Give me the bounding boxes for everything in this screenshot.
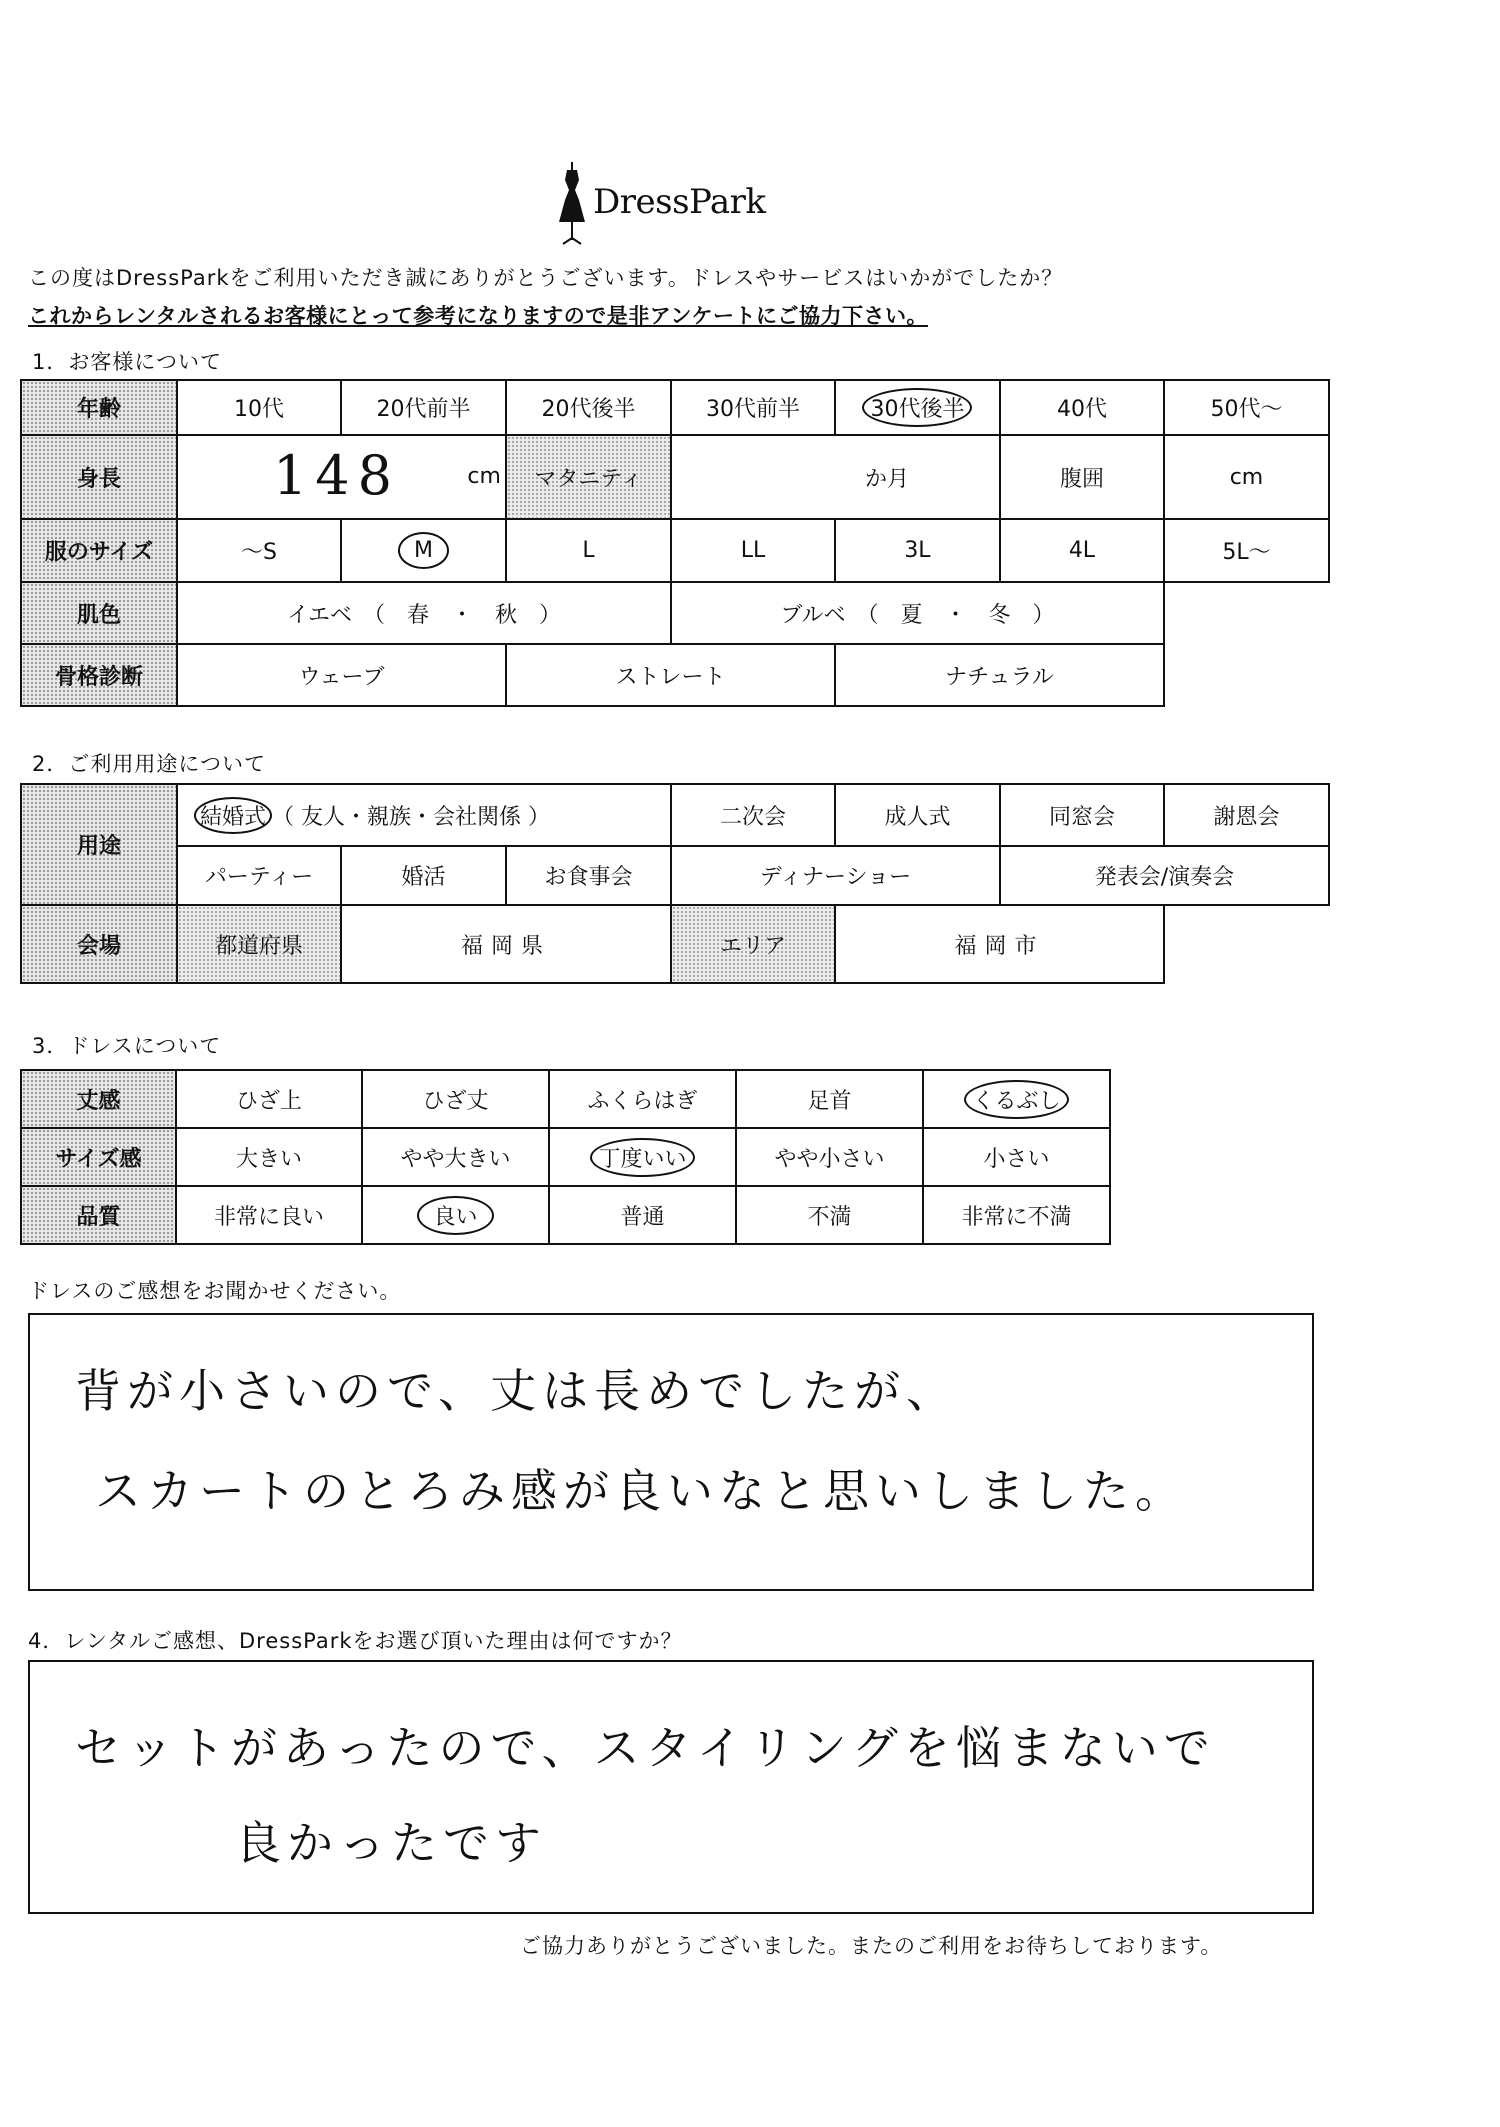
wedding-detail: （ 友人・親族・会社関係 ） (271, 804, 550, 830)
dresspark-logo (555, 160, 795, 250)
age-option[interactable]: 10代 (177, 380, 341, 435)
venue-row (21, 905, 1329, 983)
section-3-heading: 3．ドレスについて (32, 1034, 222, 1058)
reason-line-1: セットがあったので、スタイリングを悩まないで (75, 1721, 1216, 1775)
waist-unit[interactable]: cm (1164, 435, 1329, 519)
usage-option[interactable]: 成人式 (835, 784, 1000, 846)
length-label: 丈感 (21, 1070, 176, 1128)
dress-table (20, 1069, 1111, 1245)
dress-comment-line-1: 背が小さいので、丈は長めでしたが、 (75, 1364, 959, 1418)
waist-label: 腹囲 (1000, 435, 1164, 519)
usage-option[interactable]: 婚活 (341, 846, 506, 905)
venue-label: 会場 (21, 905, 177, 983)
area-label: エリア (671, 905, 835, 983)
fit-option[interactable]: 大きい (176, 1128, 362, 1186)
size-option[interactable]: 4L (1000, 519, 1164, 582)
section-2-heading: 2．ご利用用途について (32, 752, 266, 776)
selection-circle: くるぶし (964, 1080, 1068, 1119)
dress-form-icon (555, 160, 589, 250)
length-option[interactable]: ひざ上 (176, 1070, 362, 1128)
dress-comment-box[interactable] (28, 1313, 1314, 1591)
maternity-label: マタニティ (506, 435, 671, 519)
prefecture-value[interactable]: 福岡県 (341, 905, 671, 983)
usage-table (20, 783, 1330, 984)
length-option[interactable]: ふくらはぎ (549, 1070, 736, 1128)
height-value: 148 (272, 444, 401, 507)
area-value[interactable]: 福岡市 (835, 905, 1164, 983)
fit-row (21, 1128, 1110, 1186)
reason-line-2: 良かったです (235, 1816, 547, 1870)
quality-option-selected[interactable] (362, 1186, 549, 1244)
dress-comment-heading: ドレスのご感想をお聞かせください。 (28, 1279, 402, 1303)
size-option[interactable]: LL (671, 519, 835, 582)
selection-circle: 30代後半 (862, 388, 972, 427)
quality-option[interactable]: 非常に良い (176, 1186, 362, 1244)
size-option[interactable]: L (506, 519, 671, 582)
age-option[interactable]: 30代前半 (671, 380, 835, 435)
frame-option[interactable]: ウェーブ (177, 644, 506, 706)
age-label: 年齢 (21, 380, 177, 435)
frame-row (21, 644, 1329, 706)
size-option[interactable]: ～S (177, 519, 341, 582)
intro-line-1: この度はDressParkをご利用いただき誠にありがとうございます。ドレスやサービスはいかがでしたか？ (28, 266, 1064, 290)
usage-option[interactable]: パーティー (177, 846, 341, 905)
fit-option[interactable]: 小さい (923, 1128, 1110, 1186)
frame-option[interactable]: ナチュラル (835, 644, 1164, 706)
quality-option[interactable]: 普通 (549, 1186, 736, 1244)
quality-row (21, 1186, 1110, 1244)
selection-circle: 良い (417, 1196, 493, 1235)
skin-yellow[interactable]: イエベ （ 春 ・ 秋 ） (177, 582, 671, 644)
prefecture-label: 都道府県 (177, 905, 341, 983)
usage-row-2 (21, 846, 1329, 905)
usage-label: 用途 (21, 784, 177, 905)
quality-option[interactable]: 不満 (736, 1186, 923, 1244)
selection-circle: 結婚式 (194, 797, 272, 834)
age-option[interactable]: 40代 (1000, 380, 1164, 435)
fit-label: サイズ感 (21, 1128, 176, 1186)
size-option[interactable]: 5L～ (1164, 519, 1329, 582)
height-label: 身長 (21, 435, 177, 519)
usage-row-1 (21, 784, 1329, 846)
length-option[interactable]: 足首 (736, 1070, 923, 1128)
months-unit: か月 (864, 466, 909, 492)
usage-option[interactable]: お食事会 (506, 846, 671, 905)
size-label: 服のサイズ (21, 519, 177, 582)
age-row (21, 380, 1329, 435)
height-field[interactable] (177, 435, 506, 519)
skin-label: 肌色 (21, 582, 177, 644)
intro-line-2: これからレンタルされるお客様にとって参考になりますので是非アンケートにご協力下さい。 (28, 304, 928, 328)
height-unit: cm (467, 464, 501, 489)
frame-label: 骨格診断 (21, 644, 177, 706)
length-option-selected[interactable] (923, 1070, 1110, 1128)
size-row (21, 519, 1329, 582)
age-option[interactable]: 50代～ (1164, 380, 1329, 435)
age-option[interactable]: 20代前半 (341, 380, 506, 435)
selection-circle: 丁度いい (590, 1138, 694, 1177)
frame-option[interactable]: ストレート (506, 644, 835, 706)
fit-option-selected[interactable] (549, 1128, 736, 1186)
fit-option[interactable]: やや大きい (362, 1128, 549, 1186)
maternity-months-field[interactable] (671, 435, 1000, 519)
height-row (21, 435, 1329, 519)
reason-comment-box[interactable] (28, 1660, 1314, 1914)
usage-option[interactable]: 同窓会 (1000, 784, 1164, 846)
usage-option[interactable]: 二次会 (671, 784, 835, 846)
usage-option[interactable]: 発表会/演奏会 (1000, 846, 1329, 905)
age-option-selected[interactable] (835, 380, 1000, 435)
skin-blue[interactable]: ブルベ （ 夏 ・ 冬 ） (671, 582, 1164, 644)
usage-wedding[interactable] (177, 784, 671, 846)
quality-label: 品質 (21, 1186, 176, 1244)
customer-table (20, 379, 1330, 707)
age-option[interactable]: 20代後半 (506, 380, 671, 435)
dress-comment-line-2: スカートのとろみ感が良いなと思いしました。 (95, 1464, 1187, 1518)
selection-circle: M (398, 532, 449, 569)
fit-option[interactable]: やや小さい (736, 1128, 923, 1186)
length-option[interactable]: ひざ丈 (362, 1070, 549, 1128)
usage-option[interactable]: 謝恩会 (1164, 784, 1329, 846)
quality-option[interactable]: 非常に不満 (923, 1186, 1110, 1244)
section-1-heading: 1．お客様について (32, 350, 222, 374)
size-option-selected[interactable] (341, 519, 506, 582)
closing-message: ご協力ありがとうございました。またのご利用をお待ちしております。 (520, 1934, 1223, 1958)
size-option[interactable]: 3L (835, 519, 1000, 582)
usage-option[interactable]: ディナーショー (671, 846, 1000, 905)
brand-name: DressPark (593, 182, 766, 222)
skin-row (21, 582, 1329, 644)
section-4-heading: 4．レンタルご感想、DressParkをお選び頂いた理由は何ですか？ (28, 1629, 683, 1653)
length-row (21, 1070, 1110, 1128)
